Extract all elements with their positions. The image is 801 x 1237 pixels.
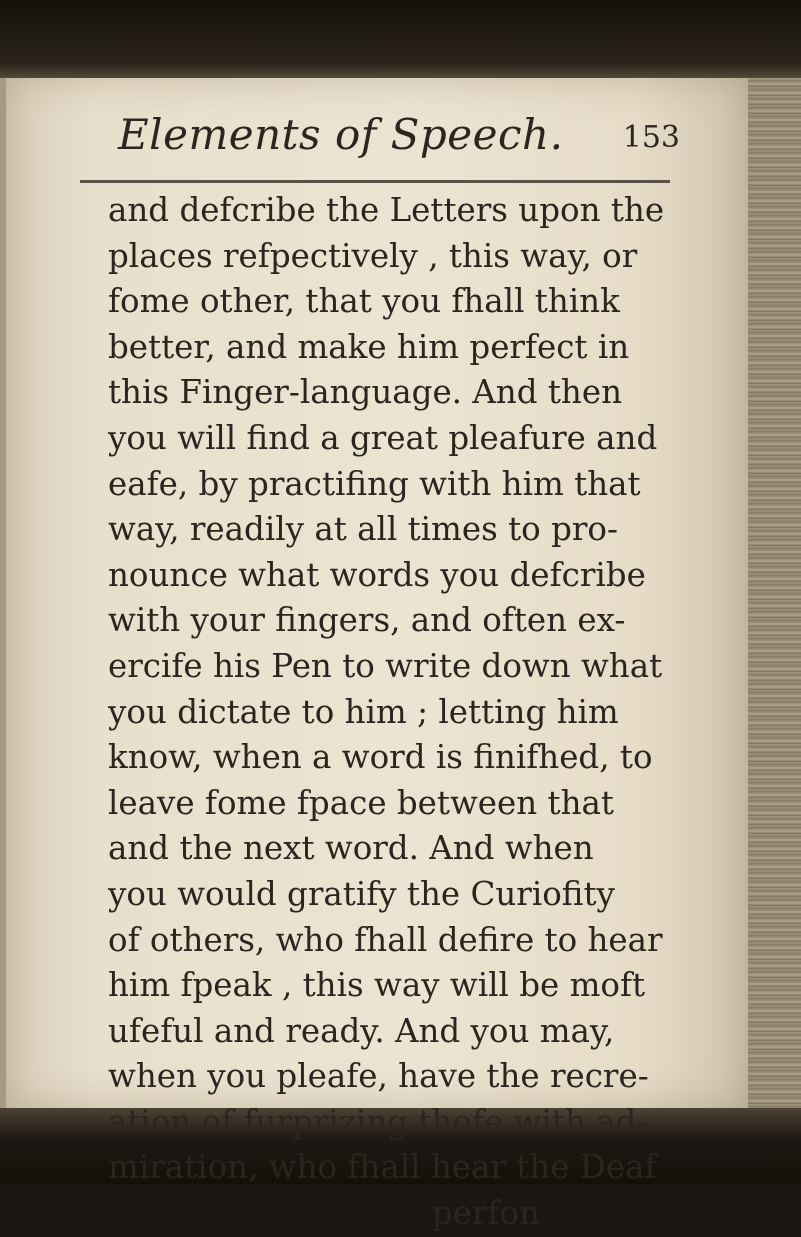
text-line: better, and make him perfect in [108, 327, 630, 366]
text-line: this Finger-language. And then [108, 373, 623, 412]
header-rule [80, 180, 670, 183]
text-line: and defcribe the Letters upon the [108, 191, 665, 229]
text-line: with your fingers, and often ex- [108, 601, 626, 640]
text-line: of others, who fhall defire to hear [108, 920, 663, 959]
running-head: Elements of Speech. [118, 110, 564, 159]
text-line: leave fome fpace between that [108, 783, 614, 822]
text-line: you would gratify the Curiofity [108, 874, 615, 913]
text-line: you dictate to him ; letting him [108, 692, 619, 731]
text-line: nounce what words you defcribe [108, 555, 646, 594]
scan-background-top [0, 0, 801, 80]
text-line: miration, who fhall hear the Deaf [108, 1148, 657, 1187]
text-line: eafe, by practifing with him that [108, 464, 641, 503]
text-line: way, readily at all times to pro- [108, 510, 618, 549]
text-line: ufeful and ready. And you may, [108, 1011, 615, 1050]
text-line: know, when a word is finifhed, to [108, 738, 653, 777]
text-line: when you pleafe, have the recre- [108, 1057, 649, 1096]
text-line: places refpectively , this way, or [108, 236, 638, 275]
page-stack-edge [748, 78, 801, 1108]
text-line: you will find a great pleafure and [108, 418, 658, 457]
body-text [108, 188, 668, 1237]
text-line: and the next word. And when [108, 829, 594, 868]
page-number: 153 [622, 120, 680, 155]
page-header [70, 98, 680, 188]
text-line: him fpeak , this way will be moft [108, 966, 646, 1005]
text-line: ation of furprizing thofe with ad- [108, 1102, 648, 1141]
text-line: fome other, that you fhall think [108, 282, 620, 321]
catchword: perfon [431, 1194, 540, 1233]
text-line: ercife his Pen to write down what [108, 646, 663, 685]
